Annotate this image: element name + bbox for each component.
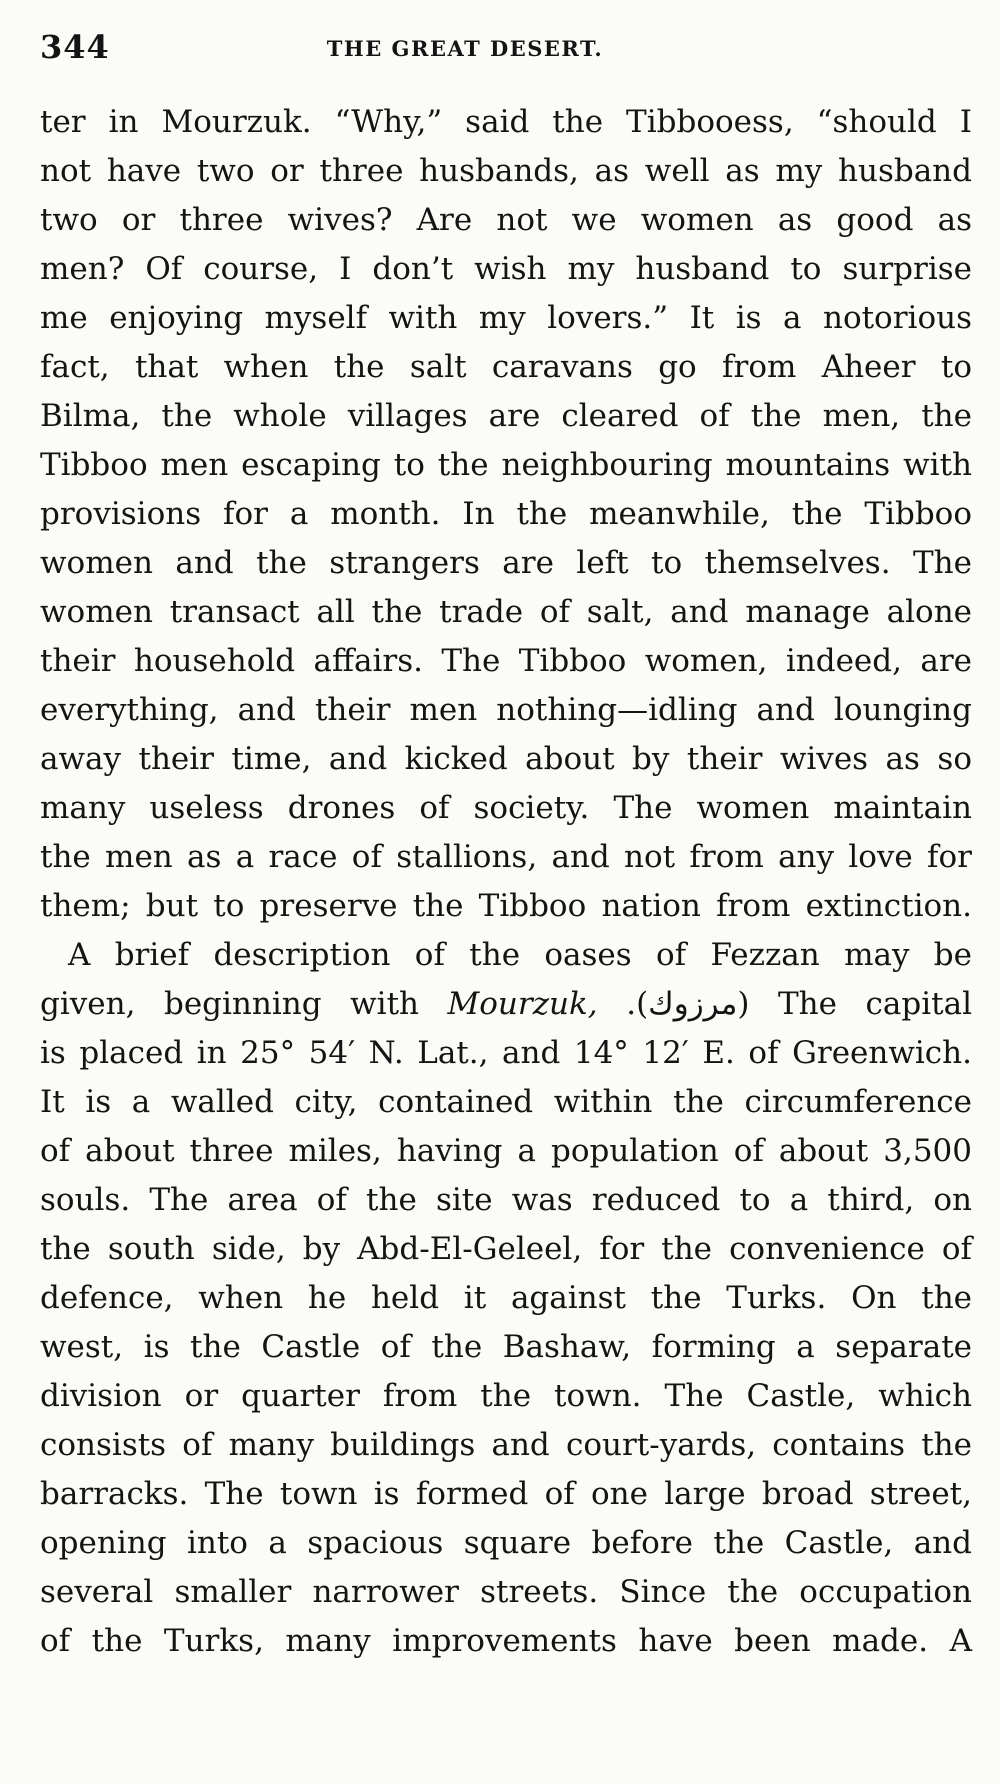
text-line: is placed in 25° 54′ N. Lat., and 14° 12′ E. of Greenwich. [40,1035,972,1071]
text-line: division or quarter from the town. The Castle, which [40,1378,972,1414]
text-line: Tibboo men escaping to the neighbouring mountains with [40,447,972,483]
text-line: women and the strangers are left to themselves. The [40,545,972,581]
text-line: fact, that when the salt caravans go from Aheer to [40,349,972,385]
text-line: two or three wives? Are not we women as good as [40,202,972,238]
running-title: THE GREAT DESERT. [326,36,604,61]
text-line: opening into a spacious square before the Castle, and [40,1525,972,1561]
text-line: several smaller narrower streets. Since the occupation [40,1574,972,1610]
text-segment: The capital [749,986,972,1022]
text-line: of the Turks, many improvements have been made. A [40,1623,972,1659]
text-line: the south side, by Abd-El-Geleel, for the convenience of [40,1231,972,1267]
text-line: me enjoying myself with my lovers.” It is a notorious [40,300,972,336]
text-line: It is a walled city, contained within the circumference [40,1084,972,1120]
text-line: of about three miles, having a population of about 3,500 [40,1133,972,1169]
text-line: souls. The area of the site was reduced to a third, on [40,1182,972,1218]
text-line: their household affairs. The Tibboo women, indeed, are [40,643,972,679]
text-line: ter in Mourzuk. “Why,” said the Tibbooess, “should I [40,104,972,140]
text-line: provisions for a month. In the meanwhile, the Tibboo [40,496,972,532]
paragraph-first-line: A brief description of the oases of Fezzan may be [68,937,972,973]
text-line: away their time, and kicked about by their wives as so [40,741,972,777]
text-line: women transact all the trade of salt, and manage alone [40,594,972,630]
arabic-name: (مرزوك). [626,986,750,1022]
text-line: men? Of course, I don’t wish my husband to surprise [40,251,972,287]
body-text [40,98,972,1666]
text-line: many useless drones of society. The women maintain [40,790,972,826]
text-line: everything, and their men nothing—idling and lounging [40,692,972,728]
text-line-with-arabic [40,980,972,1029]
text-line: barracks. The town is formed of one large broad street, [40,1476,972,1512]
text-line: them; but to preserve the Tibboo nation from extinction. [40,888,972,924]
text-segment: given, beginning with [40,986,448,1022]
running-head [40,28,970,72]
text-line: consists of many buildings and court-yards, contains the [40,1427,972,1463]
place-name-italic: Mourzuk, [447,986,598,1022]
text-line: west, is the Castle of the Bashaw, forming a separate [40,1329,972,1365]
text-line: Bilma, the whole villages are cleared of the men, the [40,398,972,434]
page-number: 344 [40,28,110,66]
text-line: defence, when he held it against the Turks. On the [40,1280,972,1316]
text-line: the men as a race of stallions, and not from any love for [40,839,972,875]
text-line: not have two or three husbands, as well as my husband [40,153,972,189]
